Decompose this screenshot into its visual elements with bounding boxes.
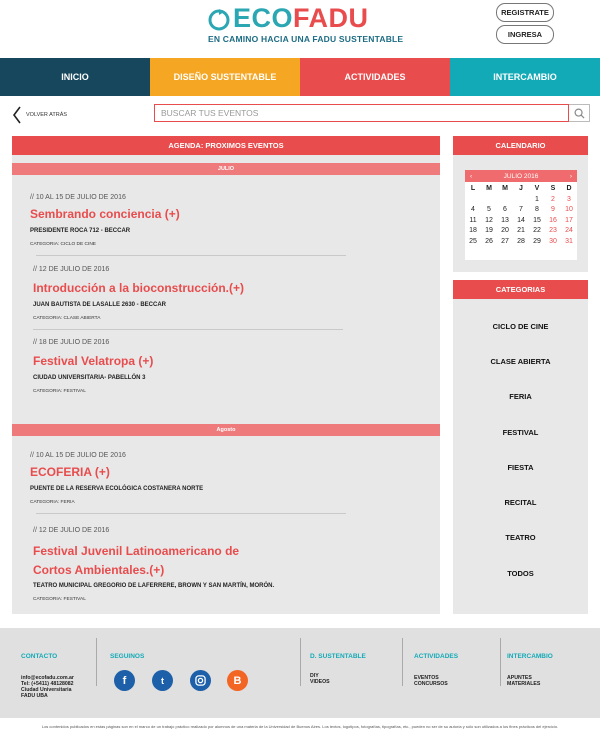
category-link[interactable]: FERIA	[509, 392, 532, 401]
event-title-link[interactable]: ECOFERIA (+)	[30, 465, 110, 479]
calendar-day	[497, 196, 513, 207]
event-category: CATEGORIA: FESTIVAL	[33, 389, 86, 394]
footer-intercambio-links	[507, 675, 540, 687]
month-header-agosto: Agosto	[12, 424, 440, 436]
calendar-day[interactable]: 9	[551, 206, 555, 214]
calendar-week-row	[465, 196, 577, 207]
calendar-weekday: M	[502, 185, 508, 192]
calendar-next-button[interactable]: ›	[569, 172, 572, 180]
calendar-day[interactable]: 19	[485, 227, 493, 235]
calendar-month-label: JULIO 2016	[503, 172, 539, 180]
calendar-day[interactable]: 17	[565, 216, 573, 224]
calendar-day[interactable]: 6	[503, 206, 507, 214]
event-address: TEATRO MUNICIPAL GREGORIO DE LAFERRERE, BROWN Y SAN MARTÍN, MORÓN.	[33, 583, 275, 589]
footer-link[interactable]: DIY	[310, 673, 319, 679]
footer-link[interactable]: APUNTES	[507, 675, 532, 681]
category-link[interactable]: CICLO DE CINE	[492, 322, 549, 331]
event-address: CIUDAD UNIVERSITARIA- PABELLÓN 3	[33, 375, 146, 381]
calendar-day[interactable]: 3	[567, 195, 571, 203]
calendar-day[interactable]: 26	[485, 237, 493, 245]
calendar-weekday-row	[465, 185, 577, 196]
calendar-title: CALENDARIO	[453, 136, 588, 155]
calendar-day[interactable]: 14	[517, 216, 525, 224]
calendar-day[interactable]: 15	[533, 216, 541, 224]
calendar-day[interactable]: 20	[501, 227, 509, 235]
contact-place: FADU UBA	[21, 693, 48, 699]
contact-place: Ciudad Universitaria	[21, 687, 72, 693]
logo-eco-text: ECO	[233, 3, 294, 33]
footer-actividades-title: ACTIVIDADES	[414, 653, 459, 660]
footer-divider	[300, 638, 301, 686]
footer-link[interactable]: CONCURSOS	[414, 681, 448, 687]
blogger-icon[interactable]: B	[227, 670, 248, 691]
calendar-weekday: V	[534, 185, 540, 192]
calendar-weekday: M	[486, 185, 492, 192]
event-date: // 18 DE JULIO DE 2016	[33, 339, 110, 346]
calendar-day[interactable]: 23	[549, 227, 557, 235]
event-date: // 10 AL 15 DE JULIO DE 2016	[30, 194, 126, 201]
event-category: CATEGORIA: CICLO DE CINE	[30, 242, 97, 247]
calendar-day[interactable]: 31	[565, 237, 573, 245]
calendar-day[interactable]: 8	[535, 206, 539, 214]
event-title-link[interactable]: Sembrando conciencia (+)	[30, 207, 180, 221]
category-link[interactable]: RECITAL	[504, 498, 537, 507]
event-category: CATEGORIA: FERIA	[30, 500, 75, 505]
footer-intercambio-title: INTERCAMBIO	[507, 653, 553, 660]
event-item	[33, 266, 461, 330]
nav-item-actividades[interactable]: ACTIVIDADES	[300, 58, 450, 96]
calendar-panel	[453, 136, 588, 272]
calendar-week-row	[465, 238, 577, 249]
footer-legal-text: Los contenidos publicados en estas páginas son en el marco de un trabajo práctico realizado por alumnos de una materia de la Universidad de Buenos Aires. Los textos, logotipos, fotografías, tipografías, etc., pueden no ser de su autoría y sólo son utilizados a los fines prácticos del ejercicio.	[41, 724, 559, 729]
calendar-month-bar	[465, 170, 577, 182]
event-address: PUENTE DE LA RESERVA ECOLÓGICA COSTANERA NORTE	[30, 486, 204, 492]
search-input[interactable]: BUSCAR TUS EVENTOS	[154, 104, 569, 122]
footer-actividades-links	[414, 675, 448, 687]
footer-link[interactable]: MATERIALES	[507, 681, 541, 687]
calendar-day[interactable]: 7	[519, 206, 523, 214]
footer-sustentable-links	[310, 673, 330, 685]
site-tagline: EN CAMINO HACIA UNA FADU SUSTENTABLE	[208, 34, 404, 44]
event-item	[33, 339, 461, 394]
search-button[interactable]	[569, 104, 590, 122]
calendar-day	[513, 196, 529, 207]
site-header	[0, 0, 600, 58]
event-title-link[interactable]: Introducción a la bioconstrucción.(+)	[33, 281, 245, 295]
contact-phone: Tel: (+5411) 48128082	[21, 681, 74, 687]
calendar-day[interactable]: 1	[535, 195, 539, 203]
category-link[interactable]: TEATRO	[505, 533, 536, 542]
event-title-line: Festival Juvenil Latinoamericano de	[33, 544, 240, 558]
categories-panel	[453, 280, 588, 614]
event-divider	[36, 513, 346, 514]
search-icon	[574, 108, 585, 119]
main-nav	[0, 58, 600, 96]
event-date: // 12 DE JULIO DE 2016	[33, 527, 110, 534]
calendar-grid	[465, 185, 577, 249]
sub-toolbar	[0, 96, 600, 134]
event-category: CATEGORIA: CLASE ABIERTA	[33, 316, 101, 321]
twitter-icon[interactable]: t	[152, 670, 173, 691]
calendar-day	[481, 196, 497, 207]
event-date: // 10 AL 15 DE JULIO DE 2016	[30, 452, 126, 459]
logo-fadu-text: FADU	[293, 3, 369, 33]
agenda-title: AGENDA: PROXIMOS EVENTOS	[12, 136, 440, 155]
calendar-day[interactable]: 21	[517, 227, 525, 235]
calendar-day[interactable]: 30	[549, 237, 557, 245]
footer-follow-title: SEGUINOS	[110, 653, 145, 660]
calendar-day[interactable]: 5	[487, 206, 491, 214]
category-link[interactable]: FESTIVAL	[502, 428, 539, 437]
site-footer	[0, 628, 600, 718]
contact-email[interactable]: info@ecofadu.com.ar	[21, 675, 74, 681]
footer-link[interactable]: EVENTOS	[414, 675, 439, 681]
calendar-week-row	[465, 206, 577, 217]
calendar-day[interactable]: 29	[533, 237, 541, 245]
calendar-day[interactable]: 13	[501, 216, 509, 224]
event-divider	[36, 255, 346, 256]
event-date: // 12 DE JULIO DE 2016	[33, 266, 110, 273]
calendar-day	[465, 196, 481, 207]
calendar-day[interactable]: 22	[533, 227, 541, 235]
login-button[interactable]: INGRESA	[496, 25, 554, 44]
categories-title: CATEGORIAS	[453, 280, 588, 299]
event-title-link[interactable]	[33, 542, 461, 580]
calendar-day[interactable]: 18	[469, 227, 477, 235]
footer-divider	[96, 638, 97, 686]
instagram-glyph	[195, 675, 206, 686]
calendar-day[interactable]: 11	[469, 216, 477, 224]
back-link[interactable]	[12, 106, 67, 124]
recycle-loop-icon	[207, 8, 231, 32]
calendar-prev-button[interactable]: ‹	[470, 172, 473, 180]
calendar-day[interactable]: 24	[565, 227, 573, 235]
event-address: JUAN BAUTISTA DE LASALLE 2630 - BECCAR	[33, 302, 167, 308]
calendar-day[interactable]: 4	[471, 206, 475, 214]
chevron-left-icon	[12, 106, 22, 124]
footer-sustentable-title: D. SUSTENTABLE	[310, 653, 366, 660]
category-link[interactable]: FIESTA	[507, 463, 534, 472]
facebook-icon[interactable]: f	[114, 670, 135, 691]
nav-item-intercambio[interactable]: INTERCAMBIO	[450, 58, 600, 96]
event-item	[30, 194, 458, 256]
calendar-day[interactable]: 27	[501, 237, 509, 245]
event-address: PRESIDENTE ROCA 712 - BECCAR	[30, 228, 131, 234]
calendar-week-row	[465, 227, 577, 238]
nav-item-inicio[interactable]: INICIO	[0, 58, 150, 96]
calendar-weekday: L	[470, 185, 476, 192]
calendar-day[interactable]: 10	[565, 206, 573, 214]
instagram-icon[interactable]	[190, 670, 211, 691]
calendar-weekday: S	[550, 185, 556, 192]
event-item	[33, 527, 461, 602]
agenda-panel	[12, 136, 440, 614]
category-link[interactable]: TODOS	[507, 569, 534, 578]
register-button[interactable]: REGISTRATE	[496, 3, 554, 22]
calendar-day[interactable]: 25	[469, 237, 477, 245]
footer-link[interactable]: VIDEOS	[310, 679, 330, 685]
calendar-day[interactable]: 28	[517, 237, 525, 245]
calendar-weekday: D	[566, 185, 572, 192]
calendar-day[interactable]: 16	[549, 216, 557, 224]
category-link[interactable]: CLASE ABIERTA	[490, 357, 551, 366]
event-title-line: Cortos Ambientales.(+)	[33, 563, 165, 577]
month-header-julio: JULIO	[12, 163, 440, 175]
footer-divider	[500, 638, 501, 686]
footer-contact-info	[21, 675, 74, 699]
calendar-weekday: J	[519, 185, 523, 192]
back-label: VOLVER ATRÁS	[26, 112, 68, 118]
nav-item-diseno-sustentable[interactable]: DISEÑO SUSTENTABLE	[150, 58, 300, 96]
calendar-week-row	[465, 217, 577, 228]
event-category: CATEGORIA: FESTIVAL	[33, 597, 86, 602]
footer-contact-title: CONTACTO	[21, 653, 58, 660]
event-divider	[33, 329, 343, 330]
logo-wordmark	[233, 3, 369, 33]
calendar-day[interactable]: 12	[485, 216, 493, 224]
calendar-day[interactable]: 2	[551, 195, 555, 203]
event-title-link[interactable]: Festival Velatropa (+)	[33, 354, 154, 368]
footer-divider	[402, 638, 403, 686]
event-item	[30, 452, 458, 514]
